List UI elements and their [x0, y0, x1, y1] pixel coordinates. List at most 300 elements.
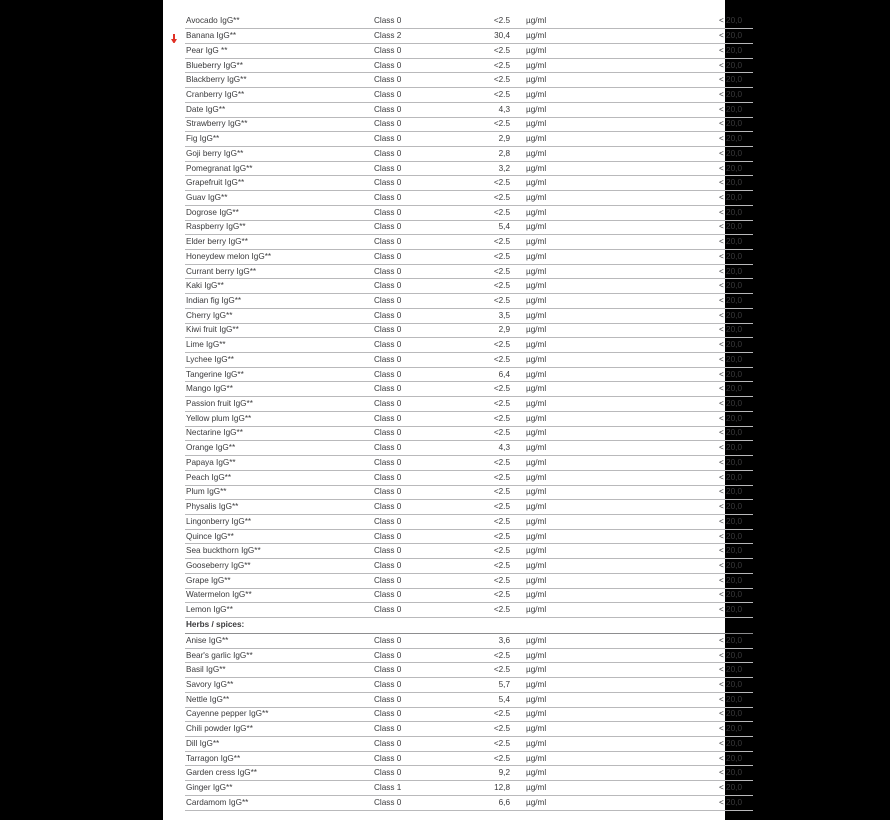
- table-row: [163, 441, 753, 456]
- row-marker-cell: [163, 353, 185, 368]
- analyte-name: Lychee IgG**: [185, 353, 374, 368]
- analyte-value: <2.5: [454, 338, 510, 353]
- row-marker-cell: [163, 470, 185, 485]
- table-row: [163, 191, 753, 206]
- analyte-unit: µg/ml: [510, 529, 586, 544]
- analyte-class: Class 0: [374, 323, 454, 338]
- analyte-unit: µg/ml: [510, 751, 586, 766]
- analyte-name: Physalis IgG**: [185, 500, 374, 515]
- analyte-value: <2.5: [454, 544, 510, 559]
- analyte-name: Lemon IgG**: [185, 603, 374, 618]
- analyte-unit: µg/ml: [510, 663, 586, 678]
- analyte-value: <2.5: [454, 663, 510, 678]
- analyte-value: <2.5: [454, 264, 510, 279]
- analyte-unit: µg/ml: [510, 411, 586, 426]
- analyte-value: 4,3: [454, 102, 510, 117]
- analyte-value: <2.5: [454, 707, 510, 722]
- table-row: [163, 353, 753, 368]
- analyte-class: Class 0: [374, 559, 454, 574]
- analyte-reference: < 20,0: [586, 146, 753, 161]
- table-row: [163, 367, 753, 382]
- table-row: [163, 294, 753, 309]
- analyte-value: <2.5: [454, 88, 510, 103]
- analyte-name: Avocado IgG**: [185, 14, 374, 29]
- analyte-unit: µg/ml: [510, 441, 586, 456]
- row-marker-cell: [163, 220, 185, 235]
- analyte-reference: < 20,0: [586, 441, 753, 456]
- analyte-reference: < 20,0: [586, 338, 753, 353]
- analyte-class: Class 0: [374, 722, 454, 737]
- table-row: [163, 102, 753, 117]
- row-marker-cell: [163, 456, 185, 471]
- analyte-reference: < 20,0: [586, 500, 753, 515]
- analyte-unit: µg/ml: [510, 176, 586, 191]
- analyte-name: Raspberry IgG**: [185, 220, 374, 235]
- table-row: [163, 514, 753, 529]
- table-row: [163, 117, 753, 132]
- analyte-unit: µg/ml: [510, 102, 586, 117]
- analyte-reference: < 20,0: [586, 648, 753, 663]
- table-row: [163, 397, 753, 412]
- analyte-unit: µg/ml: [510, 58, 586, 73]
- analyte-reference: < 20,0: [586, 88, 753, 103]
- row-marker-cell: [163, 264, 185, 279]
- analyte-name: Yellow plum IgG**: [185, 411, 374, 426]
- row-marker-cell: [163, 529, 185, 544]
- table-row: [163, 603, 753, 618]
- row-marker-cell: [163, 411, 185, 426]
- analyte-unit: µg/ml: [510, 29, 586, 44]
- analyte-class: Class 2: [374, 29, 454, 44]
- analyte-reference: < 20,0: [586, 73, 753, 88]
- analyte-unit: µg/ml: [510, 573, 586, 588]
- analyte-class: Class 0: [374, 751, 454, 766]
- row-marker-cell: [163, 176, 185, 191]
- analyte-unit: µg/ml: [510, 737, 586, 752]
- analyte-reference: < 20,0: [586, 161, 753, 176]
- analyte-reference: < 20,0: [586, 544, 753, 559]
- analyte-reference: < 20,0: [586, 220, 753, 235]
- analyte-class: Class 0: [374, 117, 454, 132]
- analyte-value: <2.5: [454, 353, 510, 368]
- analyte-class: Class 0: [374, 603, 454, 618]
- analyte-unit: µg/ml: [510, 678, 586, 693]
- analyte-class: Class 0: [374, 441, 454, 456]
- analyte-value: 2,8: [454, 146, 510, 161]
- analyte-class: Class 0: [374, 73, 454, 88]
- analyte-reference: < 20,0: [586, 382, 753, 397]
- analyte-unit: µg/ml: [510, 250, 586, 265]
- analyte-value: <2.5: [454, 603, 510, 618]
- analyte-name: Blackberry IgG**: [185, 73, 374, 88]
- row-marker-cell: [163, 205, 185, 220]
- analyte-class: Class 0: [374, 588, 454, 603]
- analyte-value: 5,7: [454, 678, 510, 693]
- analyte-class: Class 0: [374, 191, 454, 206]
- analyte-value: <2.5: [454, 73, 510, 88]
- row-marker-cell: [163, 603, 185, 618]
- analyte-name: Lingonberry IgG**: [185, 514, 374, 529]
- row-marker-cell: [163, 250, 185, 265]
- analyte-unit: µg/ml: [510, 648, 586, 663]
- analyte-name: Gooseberry IgG**: [185, 559, 374, 574]
- analyte-class: Class 0: [374, 529, 454, 544]
- analyte-name: Cherry IgG**: [185, 308, 374, 323]
- analyte-unit: µg/ml: [510, 117, 586, 132]
- analyte-reference: < 20,0: [586, 751, 753, 766]
- table-row: [163, 588, 753, 603]
- analyte-value: 2,9: [454, 132, 510, 147]
- row-marker-cell: [163, 235, 185, 250]
- row-marker-cell: [163, 737, 185, 752]
- analyte-name: Honeydew melon IgG**: [185, 250, 374, 265]
- report-page: [163, 0, 742, 820]
- table-row: [163, 692, 753, 707]
- analyte-class: Class 0: [374, 88, 454, 103]
- analyte-name: Ginger IgG**: [185, 781, 374, 796]
- table-row: [163, 14, 753, 29]
- analyte-unit: µg/ml: [510, 470, 586, 485]
- analyte-reference: < 20,0: [586, 603, 753, 618]
- analyte-unit: µg/ml: [510, 603, 586, 618]
- analyte-unit: µg/ml: [510, 308, 586, 323]
- analyte-unit: µg/ml: [510, 485, 586, 500]
- analyte-reference: < 20,0: [586, 795, 753, 810]
- analyte-reference: < 20,0: [586, 737, 753, 752]
- analyte-value: <2.5: [454, 58, 510, 73]
- analyte-unit: µg/ml: [510, 367, 586, 382]
- analyte-reference: < 20,0: [586, 633, 753, 648]
- analyte-name: Banana IgG**: [185, 29, 374, 44]
- analyte-reference: < 20,0: [586, 781, 753, 796]
- table-row: [163, 338, 753, 353]
- analyte-class: Class 0: [374, 795, 454, 810]
- table-row: [163, 382, 753, 397]
- analyte-class: Class 0: [374, 573, 454, 588]
- row-marker-cell: [163, 117, 185, 132]
- row-marker-cell: [163, 132, 185, 147]
- row-marker-cell: [163, 294, 185, 309]
- table-row: [163, 308, 753, 323]
- table-row: [163, 88, 753, 103]
- analyte-reference: < 20,0: [586, 514, 753, 529]
- table-row: [163, 751, 753, 766]
- row-marker-cell: [163, 781, 185, 796]
- analyte-reference: < 20,0: [586, 411, 753, 426]
- analyte-name: Guav IgG**: [185, 191, 374, 206]
- analyte-class: Class 0: [374, 294, 454, 309]
- analyte-unit: µg/ml: [510, 43, 586, 58]
- analyte-reference: < 20,0: [586, 692, 753, 707]
- analyte-reference: < 20,0: [586, 426, 753, 441]
- row-marker-cell: [163, 588, 185, 603]
- analyte-value: <2.5: [454, 205, 510, 220]
- row-marker-cell: [163, 514, 185, 529]
- table-row: [163, 766, 753, 781]
- analyte-name: Goji berry IgG**: [185, 146, 374, 161]
- analyte-name: Passion fruit IgG**: [185, 397, 374, 412]
- analyte-name: Cardamom IgG**: [185, 795, 374, 810]
- analyte-unit: µg/ml: [510, 588, 586, 603]
- table-row: [163, 73, 753, 88]
- analyte-reference: < 20,0: [586, 250, 753, 265]
- analyte-name: Tangerine IgG**: [185, 367, 374, 382]
- analyte-reference: < 20,0: [586, 191, 753, 206]
- table-row: [163, 722, 753, 737]
- analyte-reference: < 20,0: [586, 456, 753, 471]
- analyte-reference: < 20,0: [586, 29, 753, 44]
- table-row: [163, 456, 753, 471]
- analyte-value: 9,2: [454, 766, 510, 781]
- section-title: Herbs / spices:: [185, 617, 753, 633]
- analyte-name: Grape IgG**: [185, 573, 374, 588]
- analyte-value: <2.5: [454, 648, 510, 663]
- analyte-unit: µg/ml: [510, 382, 586, 397]
- analyte-class: Class 0: [374, 220, 454, 235]
- analyte-reference: < 20,0: [586, 588, 753, 603]
- analyte-class: Class 0: [374, 382, 454, 397]
- analyte-name: Watermelon IgG**: [185, 588, 374, 603]
- analyte-class: Class 0: [374, 500, 454, 515]
- analyte-unit: µg/ml: [510, 514, 586, 529]
- analyte-name: Dill IgG**: [185, 737, 374, 752]
- analyte-unit: µg/ml: [510, 722, 586, 737]
- analyte-reference: < 20,0: [586, 559, 753, 574]
- analyte-name: Grapefruit IgG**: [185, 176, 374, 191]
- analyte-class: Class 0: [374, 235, 454, 250]
- analyte-unit: µg/ml: [510, 633, 586, 648]
- table-row: [163, 500, 753, 515]
- analyte-value: <2.5: [454, 485, 510, 500]
- analyte-reference: < 20,0: [586, 470, 753, 485]
- row-marker-cell: [163, 426, 185, 441]
- analyte-reference: < 20,0: [586, 235, 753, 250]
- table-row: [163, 529, 753, 544]
- analyte-name: Cranberry IgG**: [185, 88, 374, 103]
- row-marker-cell: [163, 633, 185, 648]
- section-marker-spacer: [163, 617, 185, 633]
- row-marker-cell: [163, 323, 185, 338]
- analyte-value: 5,4: [454, 220, 510, 235]
- table-row: [163, 220, 753, 235]
- row-marker-cell: [163, 102, 185, 117]
- table-row: [163, 470, 753, 485]
- analyte-value: <2.5: [454, 250, 510, 265]
- row-marker-cell: [163, 43, 185, 58]
- analyte-reference: < 20,0: [586, 176, 753, 191]
- table-row: [163, 544, 753, 559]
- analyte-value: 3,2: [454, 161, 510, 176]
- analyte-class: Class 0: [374, 176, 454, 191]
- analyte-unit: µg/ml: [510, 279, 586, 294]
- row-marker-cell: [163, 146, 185, 161]
- section-header-row: [163, 617, 753, 633]
- analyte-reference: < 20,0: [586, 707, 753, 722]
- row-marker-cell: [163, 544, 185, 559]
- analyte-class: Class 0: [374, 205, 454, 220]
- analyte-reference: < 20,0: [586, 722, 753, 737]
- allergy-results-table: [163, 14, 753, 811]
- row-marker-cell: [163, 308, 185, 323]
- table-row: [163, 132, 753, 147]
- analyte-name: Indian fig IgG**: [185, 294, 374, 309]
- analyte-class: Class 0: [374, 766, 454, 781]
- analyte-class: Class 0: [374, 426, 454, 441]
- table-row: [163, 146, 753, 161]
- analyte-class: Class 0: [374, 279, 454, 294]
- analyte-unit: µg/ml: [510, 338, 586, 353]
- analyte-class: Class 0: [374, 397, 454, 412]
- analyte-unit: µg/ml: [510, 544, 586, 559]
- analyte-value: <2.5: [454, 411, 510, 426]
- analyte-value: <2.5: [454, 235, 510, 250]
- analyte-class: Class 0: [374, 308, 454, 323]
- analyte-class: Class 0: [374, 250, 454, 265]
- analyte-class: Class 0: [374, 411, 454, 426]
- analyte-reference: < 20,0: [586, 485, 753, 500]
- analyte-name: Nectarine IgG**: [185, 426, 374, 441]
- row-marker-cell: [163, 751, 185, 766]
- table-row: [163, 559, 753, 574]
- analyte-name: Mango IgG**: [185, 382, 374, 397]
- analyte-name: Cayenne pepper IgG**: [185, 707, 374, 722]
- analyte-value: 6,6: [454, 795, 510, 810]
- row-marker-cell: [163, 663, 185, 678]
- row-marker-cell: [163, 279, 185, 294]
- analyte-class: Class 0: [374, 485, 454, 500]
- analyte-value: <2.5: [454, 722, 510, 737]
- analyte-unit: µg/ml: [510, 88, 586, 103]
- analyte-name: Blueberry IgG**: [185, 58, 374, 73]
- analyte-name: Elder berry IgG**: [185, 235, 374, 250]
- table-row: [163, 485, 753, 500]
- analyte-value: <2.5: [454, 470, 510, 485]
- analyte-class: Class 0: [374, 648, 454, 663]
- analyte-value: <2.5: [454, 294, 510, 309]
- row-marker-cell: [163, 722, 185, 737]
- row-marker-cell: [163, 58, 185, 73]
- analyte-name: Lime IgG**: [185, 338, 374, 353]
- row-marker-cell: [163, 559, 185, 574]
- analyte-value: 12,8: [454, 781, 510, 796]
- row-marker-cell: [163, 573, 185, 588]
- table-row: [163, 205, 753, 220]
- row-marker-cell: [163, 795, 185, 810]
- analyte-unit: µg/ml: [510, 500, 586, 515]
- analyte-reference: < 20,0: [586, 766, 753, 781]
- analyte-class: Class 0: [374, 353, 454, 368]
- table-row: [163, 323, 753, 338]
- table-row: [163, 411, 753, 426]
- table-row: [163, 426, 753, 441]
- table-row: [163, 633, 753, 648]
- analyte-name: Bear's garlic IgG**: [185, 648, 374, 663]
- analyte-unit: µg/ml: [510, 692, 586, 707]
- analyte-value: <2.5: [454, 43, 510, 58]
- analyte-name: Pear IgG **: [185, 43, 374, 58]
- analyte-value: 30,4: [454, 29, 510, 44]
- row-marker-cell: [163, 441, 185, 456]
- analyte-value: <2.5: [454, 559, 510, 574]
- row-marker-cell: [163, 73, 185, 88]
- analyte-value: <2.5: [454, 514, 510, 529]
- analyte-unit: µg/ml: [510, 132, 586, 147]
- row-marker-cell: [163, 707, 185, 722]
- analyte-unit: µg/ml: [510, 146, 586, 161]
- table-row: [163, 176, 753, 191]
- row-marker-cell: [163, 191, 185, 206]
- analyte-name: Peach IgG**: [185, 470, 374, 485]
- analyte-reference: < 20,0: [586, 43, 753, 58]
- analyte-value: 5,4: [454, 692, 510, 707]
- analyte-class: Class 0: [374, 367, 454, 382]
- analyte-unit: µg/ml: [510, 707, 586, 722]
- analyte-unit: µg/ml: [510, 795, 586, 810]
- row-marker-cell: [163, 338, 185, 353]
- analyte-class: Class 0: [374, 14, 454, 29]
- analyte-class: Class 0: [374, 544, 454, 559]
- analyte-class: Class 0: [374, 663, 454, 678]
- analyte-value: <2.5: [454, 14, 510, 29]
- analyte-name: Nettle IgG**: [185, 692, 374, 707]
- row-marker-cell: [163, 161, 185, 176]
- analyte-value: <2.5: [454, 737, 510, 752]
- table-row: [163, 29, 753, 44]
- analyte-name: Strawberry IgG**: [185, 117, 374, 132]
- analyte-class: Class 0: [374, 678, 454, 693]
- analyte-unit: µg/ml: [510, 235, 586, 250]
- analyte-name: Chili powder IgG**: [185, 722, 374, 737]
- row-marker-cell: [163, 29, 185, 44]
- table-row: [163, 678, 753, 693]
- table-row: [163, 707, 753, 722]
- analyte-reference: < 20,0: [586, 678, 753, 693]
- analyte-class: Class 0: [374, 58, 454, 73]
- analyte-name: Currant berry IgG**: [185, 264, 374, 279]
- table-row: [163, 43, 753, 58]
- analyte-class: Class 0: [374, 161, 454, 176]
- analyte-name: Basil IgG**: [185, 663, 374, 678]
- analyte-class: Class 0: [374, 737, 454, 752]
- table-row: [163, 161, 753, 176]
- analyte-value: <2.5: [454, 397, 510, 412]
- row-marker-cell: [163, 692, 185, 707]
- analyte-value: 2,9: [454, 323, 510, 338]
- analyte-reference: < 20,0: [586, 58, 753, 73]
- analyte-unit: µg/ml: [510, 294, 586, 309]
- analyte-reference: < 20,0: [586, 294, 753, 309]
- analyte-unit: µg/ml: [510, 14, 586, 29]
- table-row: [163, 58, 753, 73]
- analyte-name: Date IgG**: [185, 102, 374, 117]
- analyte-name: Orange IgG**: [185, 441, 374, 456]
- analyte-name: Kaki IgG**: [185, 279, 374, 294]
- row-marker-cell: [163, 500, 185, 515]
- analyte-class: Class 0: [374, 132, 454, 147]
- table-row: [163, 264, 753, 279]
- analyte-value: <2.5: [454, 573, 510, 588]
- analyte-class: Class 0: [374, 43, 454, 58]
- table-row: [163, 663, 753, 678]
- analyte-name: Garden cress IgG**: [185, 766, 374, 781]
- analyte-class: Class 0: [374, 633, 454, 648]
- analyte-unit: µg/ml: [510, 559, 586, 574]
- row-marker-cell: [163, 367, 185, 382]
- analyte-unit: µg/ml: [510, 397, 586, 412]
- analyte-class: Class 1: [374, 781, 454, 796]
- analyte-unit: µg/ml: [510, 781, 586, 796]
- analyte-value: <2.5: [454, 117, 510, 132]
